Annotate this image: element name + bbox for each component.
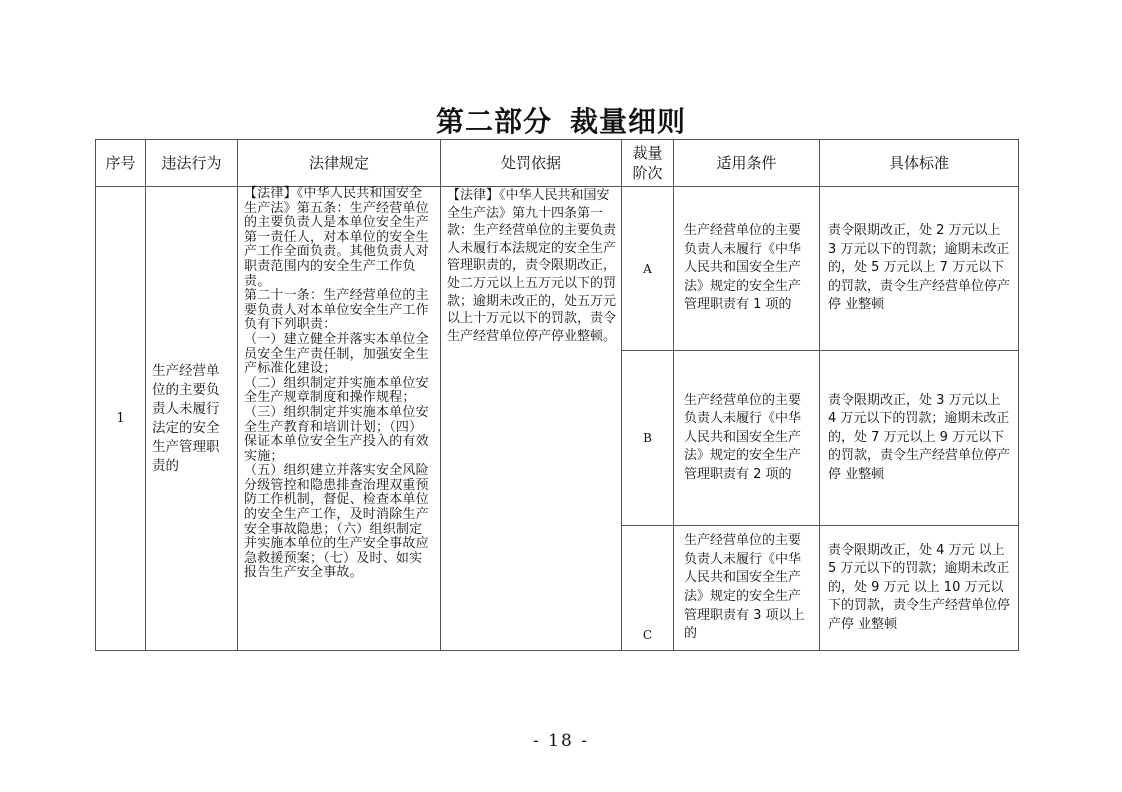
header-tier (622, 140, 674, 187)
condition-cell-c: 生产经营单位的主要负责人未履行《中华人民共和国安全生产法》规定的安全生产管理职责有 3 项以上的 (674, 526, 820, 651)
tier-level-c: C (622, 526, 674, 651)
standard-cell-b: 责令限期改正，处 3 万元以上 4 万元以下的罚款；逾期未改正的，处 7 万元以上 9 万元以下的罚款，责令生产经营单位停产停 业整顿 (820, 351, 1019, 526)
table-row-tier-a (96, 187, 1019, 351)
page-number: - 18 - (533, 731, 589, 751)
page-title (0, 100, 1122, 140)
seq-cell: 1 (96, 187, 146, 651)
title-part: 第二部分 (435, 105, 552, 138)
header-tier-line1: 裁量 (632, 144, 663, 162)
header-act: 违法行为 (146, 140, 238, 187)
header-row (96, 140, 1019, 187)
law-paragraph: （一）建立健全并落实本单位全员安全生产责任制，加强安全生产标准化建设； (244, 331, 429, 377)
header-law: 法律规定 (238, 140, 441, 187)
tier-level-b: B (622, 351, 674, 526)
condition-cell-a: 生产经营单位的主要负责人未履行《中华人民共和国安全生产法》规定的安全生产管理职责有 1 项的 (674, 187, 820, 351)
header-basis: 处罚依据 (441, 140, 622, 187)
violation-cell: 生产经营单位的主要负责人未履行法定的安全生产管理职责的 (146, 187, 238, 651)
header-seq: 序号 (96, 140, 146, 187)
law-provisions-cell (238, 187, 441, 651)
discretion-table (95, 139, 1019, 651)
standard-cell-c: 责令限期改正，处 4 万元 以上 5 万元以下的罚款；逾期未改正的，处 9 万元 以上 10 万元以下的罚款，责令生产经营单位停产停 业整顿 (820, 526, 1019, 651)
tier-level-a: A (622, 187, 674, 351)
header-condition: 适用条件 (674, 140, 820, 187)
penalty-basis-cell: 【法律】《中华人民共和国安全生产法》第九十四条第一款：生产经营单位的主要负责人未履行本法规定的安全生产管理职责的，责令限期改正，处二万元以上五万元以下的罚款；逾期未改正的，处五万元以上十万元以下的罚款，责令生产经营单位停产停业整顿。 (441, 187, 622, 651)
header-standard: 具体标准 (820, 140, 1019, 187)
law-paragraph: （二）组织制定并实施本单位安全生产规章制度和操作规程；（三）组织制定并实施本单位安全生产教育和培训计划；（四）保证本单位安全生产投入的有效实施； (244, 375, 429, 464)
law-paragraph: 【法律】《中华人民共和国安全生产法》第五条：生产经营单位的主要负责人是本单位安全生产第一责任人，对本单位的安全生产工作全面负责。其他负责人对职责范围内的安全生产工作负责。 (244, 186, 429, 289)
standard-cell-a: 责令限期改正，处 2 万元以上 3 万元以下的罚款；逾期未改正的，处 5 万元以上 7 万元以下的罚款，责令生产经营单位停产停 业整顿 (820, 187, 1019, 351)
header-tier-line2: 阶次 (632, 164, 663, 182)
condition-cell-b: 生产经营单位的主要负责人未履行《中华人民共和国安全生产法》规定的安全生产管理职责有 2 项的 (674, 351, 820, 526)
law-paragraph: 第二十一条：生产经营单位的主要负责人对本单位安全生产工作负有下列职责： (244, 288, 429, 333)
law-paragraph: （五）组织建立并落实安全风险分级管控和隐患排查治理双重预防工作机制，督促、检查本单位的安全生产工作，及时消除生产安全事故隐患；（六）组织制定并实施本单位的生产安全事故应急救援预案；（七）及时、如实报告生产安全事故。 (244, 463, 429, 581)
title-name: 裁量细则 (570, 105, 687, 138)
